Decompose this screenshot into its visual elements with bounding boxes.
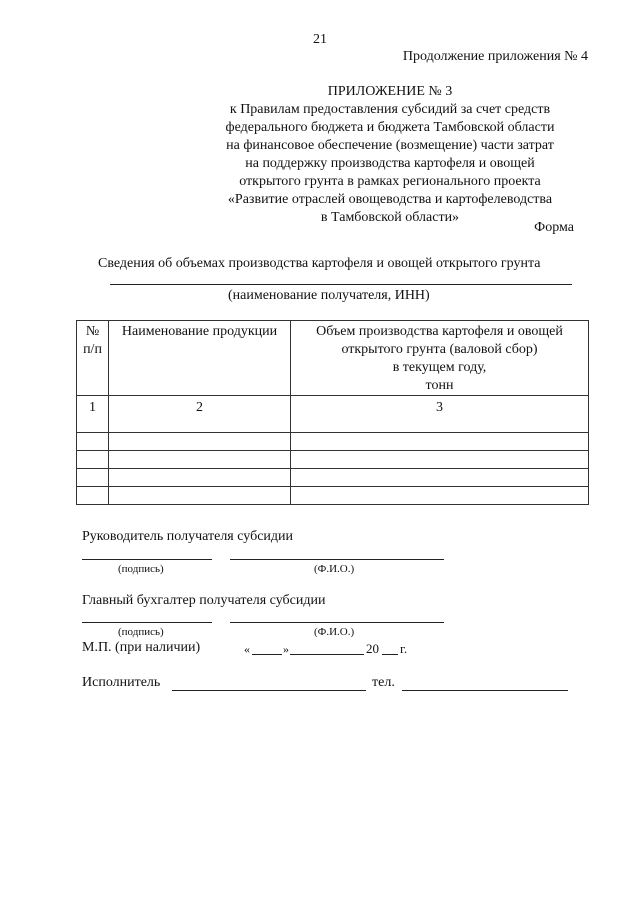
recipient-name-line[interactable] (110, 284, 572, 285)
table-cell[interactable] (77, 433, 109, 451)
table-cell[interactable] (291, 433, 589, 451)
appendix-line: к Правилам предоставления субсидий за счет средств (229, 102, 551, 117)
table-cell[interactable] (77, 469, 109, 487)
phone-label: тел. (372, 675, 395, 690)
date-day-line[interactable] (252, 654, 282, 655)
table-cell[interactable] (291, 451, 589, 469)
executor-line[interactable] (172, 690, 366, 691)
appendix-line: на поддержку производства картофеля и овощей (245, 156, 535, 171)
header-volume-line: в текущем году, (392, 360, 487, 375)
recipient-caption: (наименование получателя, ИНН) (228, 288, 430, 303)
accountant-fio-line[interactable] (230, 622, 444, 623)
header-number (77, 321, 109, 396)
appendix-description (182, 101, 598, 227)
header-product (109, 321, 291, 396)
continuation-note: Продолжение приложения № 4 (402, 49, 588, 64)
header-volume-line: открытого грунта (валовой сбор) (341, 342, 538, 357)
header-volume-line: тонн (425, 378, 454, 393)
date-suffix: г. (400, 641, 408, 656)
form-label: Форма (534, 220, 574, 235)
stamp-label: М.П. (при наличии) (82, 640, 201, 655)
table-row (77, 469, 589, 487)
table-cell[interactable] (291, 469, 589, 487)
director-signature-line[interactable] (82, 559, 212, 560)
date-year-prefix: 20 (366, 641, 379, 656)
appendix-line: в Тамбовской области» (320, 210, 460, 225)
table-cell[interactable] (109, 451, 291, 469)
header-number-line: п/п (83, 342, 102, 357)
table-cell[interactable] (77, 451, 109, 469)
fio-caption: (Ф.И.О.) (314, 563, 355, 575)
table-cell[interactable] (109, 433, 291, 451)
page-number: 21 (313, 32, 327, 47)
table-row (77, 433, 589, 451)
table-cell[interactable] (109, 487, 291, 505)
appendix-title: ПРИЛОЖЕНИЕ № 3 (327, 84, 453, 99)
director-label: Руководитель получателя субсидии (82, 529, 294, 544)
table-cell[interactable] (291, 487, 589, 505)
column-number: 3 (291, 396, 589, 433)
column-number-row (77, 396, 589, 433)
fio-caption: (Ф.И.О.) (314, 626, 355, 638)
header-number-line: № (85, 324, 100, 339)
signature-caption: (подпись) (118, 563, 164, 575)
date-month-line[interactable] (290, 654, 364, 655)
table-row (77, 451, 589, 469)
accountant-signature-line[interactable] (82, 622, 212, 623)
appendix-line: федерального бюджета и бюджета Тамбовской области (225, 120, 555, 135)
director-fio-line[interactable] (230, 559, 444, 560)
phone-line[interactable] (402, 690, 568, 691)
header-volume (291, 321, 589, 396)
column-number: 1 (77, 396, 109, 433)
appendix-line: «Развитие отраслей овощеводства и картофелеводства (227, 192, 553, 207)
table-header-row (77, 321, 589, 396)
appendix-line: на финансовое обеспечение (возмещение) части затрат (226, 138, 554, 153)
executor-label: Исполнитель (82, 675, 161, 690)
accountant-label: Главный бухгалтер получателя субсидии (82, 593, 326, 608)
table-cell[interactable] (77, 487, 109, 505)
date-close-quote: » (283, 642, 289, 656)
form-title: Сведения об объемах производства картофеля и овощей открытого грунта (98, 256, 541, 271)
signature-caption: (подпись) (118, 626, 164, 638)
header-volume-line: Объем производства картофеля и овощей (316, 324, 563, 339)
column-number: 2 (109, 396, 291, 433)
table-cell[interactable] (109, 469, 291, 487)
header-product-line: Наименование продукции (121, 324, 278, 339)
date-open-quote: « (244, 642, 250, 656)
production-table (76, 320, 589, 505)
table-row (77, 487, 589, 505)
date-year-line[interactable] (382, 654, 398, 655)
appendix-line: открытого грунта в рамках регионального проекта (239, 174, 541, 189)
